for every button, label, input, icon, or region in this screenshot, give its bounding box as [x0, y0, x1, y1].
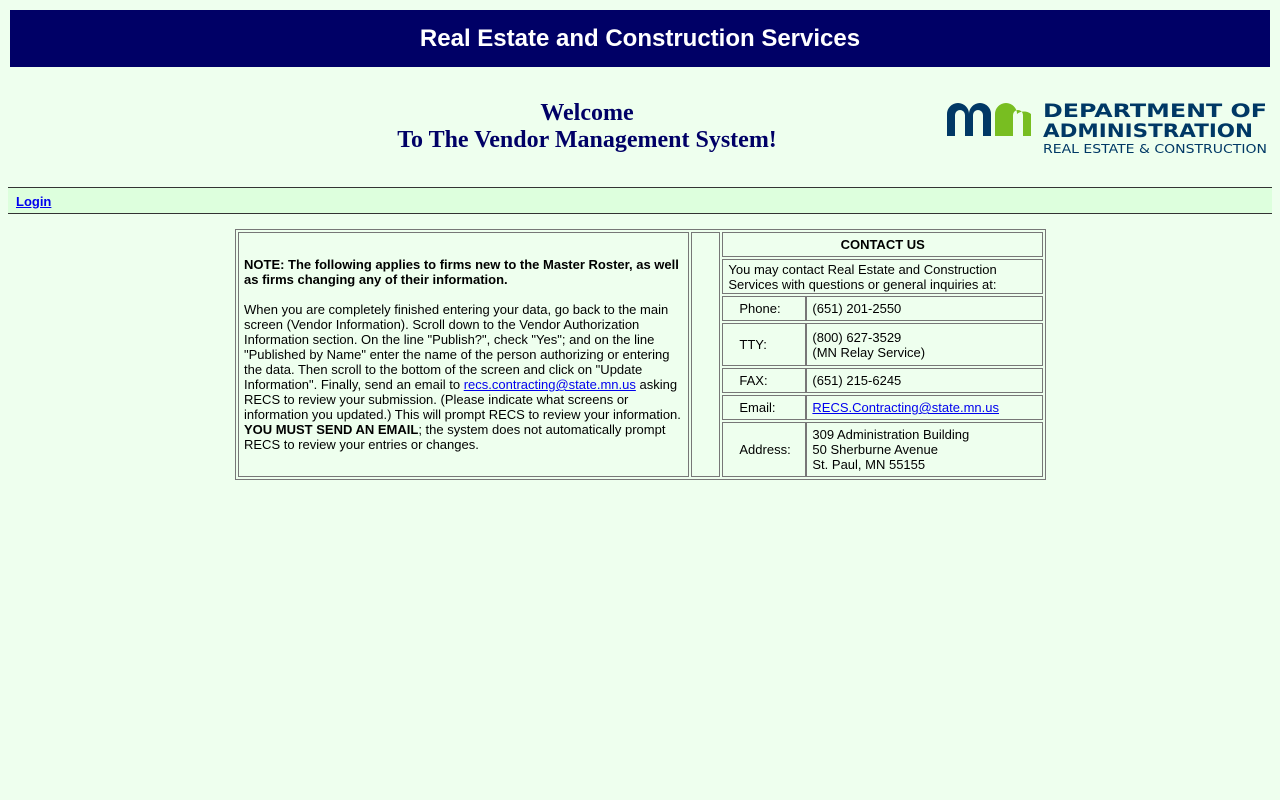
- page-header-banner: [10, 10, 1270, 67]
- phone-value: (651) 201-2550: [806, 296, 1043, 321]
- contact-intro: You may contact Real Estate and Construction Services with questions or general inquiries at:: [722, 259, 1043, 294]
- fax-label: FAX:: [722, 368, 806, 393]
- tty-number: (800) 627-3529: [812, 329, 902, 345]
- address-label: Address:: [722, 422, 806, 477]
- contact-us-heading: CONTACT US: [722, 232, 1043, 257]
- mn-department-of-administration-logo: [946, 100, 1270, 156]
- phone-label: Phone:: [722, 296, 806, 321]
- nav-bar: [8, 187, 1272, 214]
- page-title: Real Estate and Construction Services: [419, 24, 861, 52]
- vendor-note-panel: [238, 232, 689, 477]
- logo-line-1: DEPARTMENT OF: [1043, 100, 1267, 122]
- tty-value: [806, 323, 1043, 366]
- contact-table: [722, 230, 1043, 479]
- email-value: [806, 395, 1043, 420]
- recs-email-link[interactable]: recs.contracting@state.mn.us: [463, 377, 636, 392]
- contact-email-link[interactable]: RECS.Contracting@state.mn.us: [812, 400, 999, 415]
- welcome-line-2: To The Vendor Management System!: [397, 127, 777, 153]
- note-review-request: asking RECS to review your submission. (Please indicate what screens or information you updated.) This will prompt RECS to review your information.: [244, 377, 681, 422]
- note-closing: ; the system does not automatically prompt RECS to review your entries or changes.: [244, 422, 666, 452]
- note-body: [244, 302, 683, 452]
- address-line-2: 50 Sherburne Avenue: [812, 442, 938, 457]
- spacer-cell: [691, 232, 720, 477]
- email-label: Email:: [722, 395, 806, 420]
- login-link[interactable]: Login: [16, 194, 52, 209]
- tty-label: TTY:: [722, 323, 806, 366]
- mn-logo-mark: [947, 103, 1031, 136]
- contact-us-panel: [722, 232, 1043, 477]
- address-value: [806, 422, 1043, 477]
- address-line-1: 309 Administration Building: [812, 427, 970, 442]
- note-instructions: When you are completely finished entering your data, go back to the main screen (Vendor Information). Scroll down to the Vendor Authorization Information section. On the line "Publish?", check "Yes"; and on the line "Published by Name" enter the name of the person authorizing or entering the data. Then scroll to the bottom of the screen and click on "Update Information". Finally, send an email to: [244, 302, 670, 392]
- fax-value: (651) 215-6245: [806, 368, 1043, 393]
- logo-line-2: ADMINISTRATION: [1043, 120, 1253, 142]
- address-line-3: St. Paul, MN 55155: [812, 457, 926, 472]
- note-heading: NOTE: The following applies to firms new to the Master Roster, as well as firms changing any of their information.: [244, 257, 679, 287]
- tty-service: (MN Relay Service): [812, 344, 926, 360]
- welcome-line-1: Welcome: [540, 100, 634, 126]
- must-send-email-warning: YOU MUST SEND AN EMAIL: [244, 422, 419, 437]
- welcome-heading: [247, 100, 927, 154]
- logo-line-3: REAL ESTATE & CONSTRUCTION: [1043, 142, 1267, 156]
- info-table: [235, 229, 1046, 480]
